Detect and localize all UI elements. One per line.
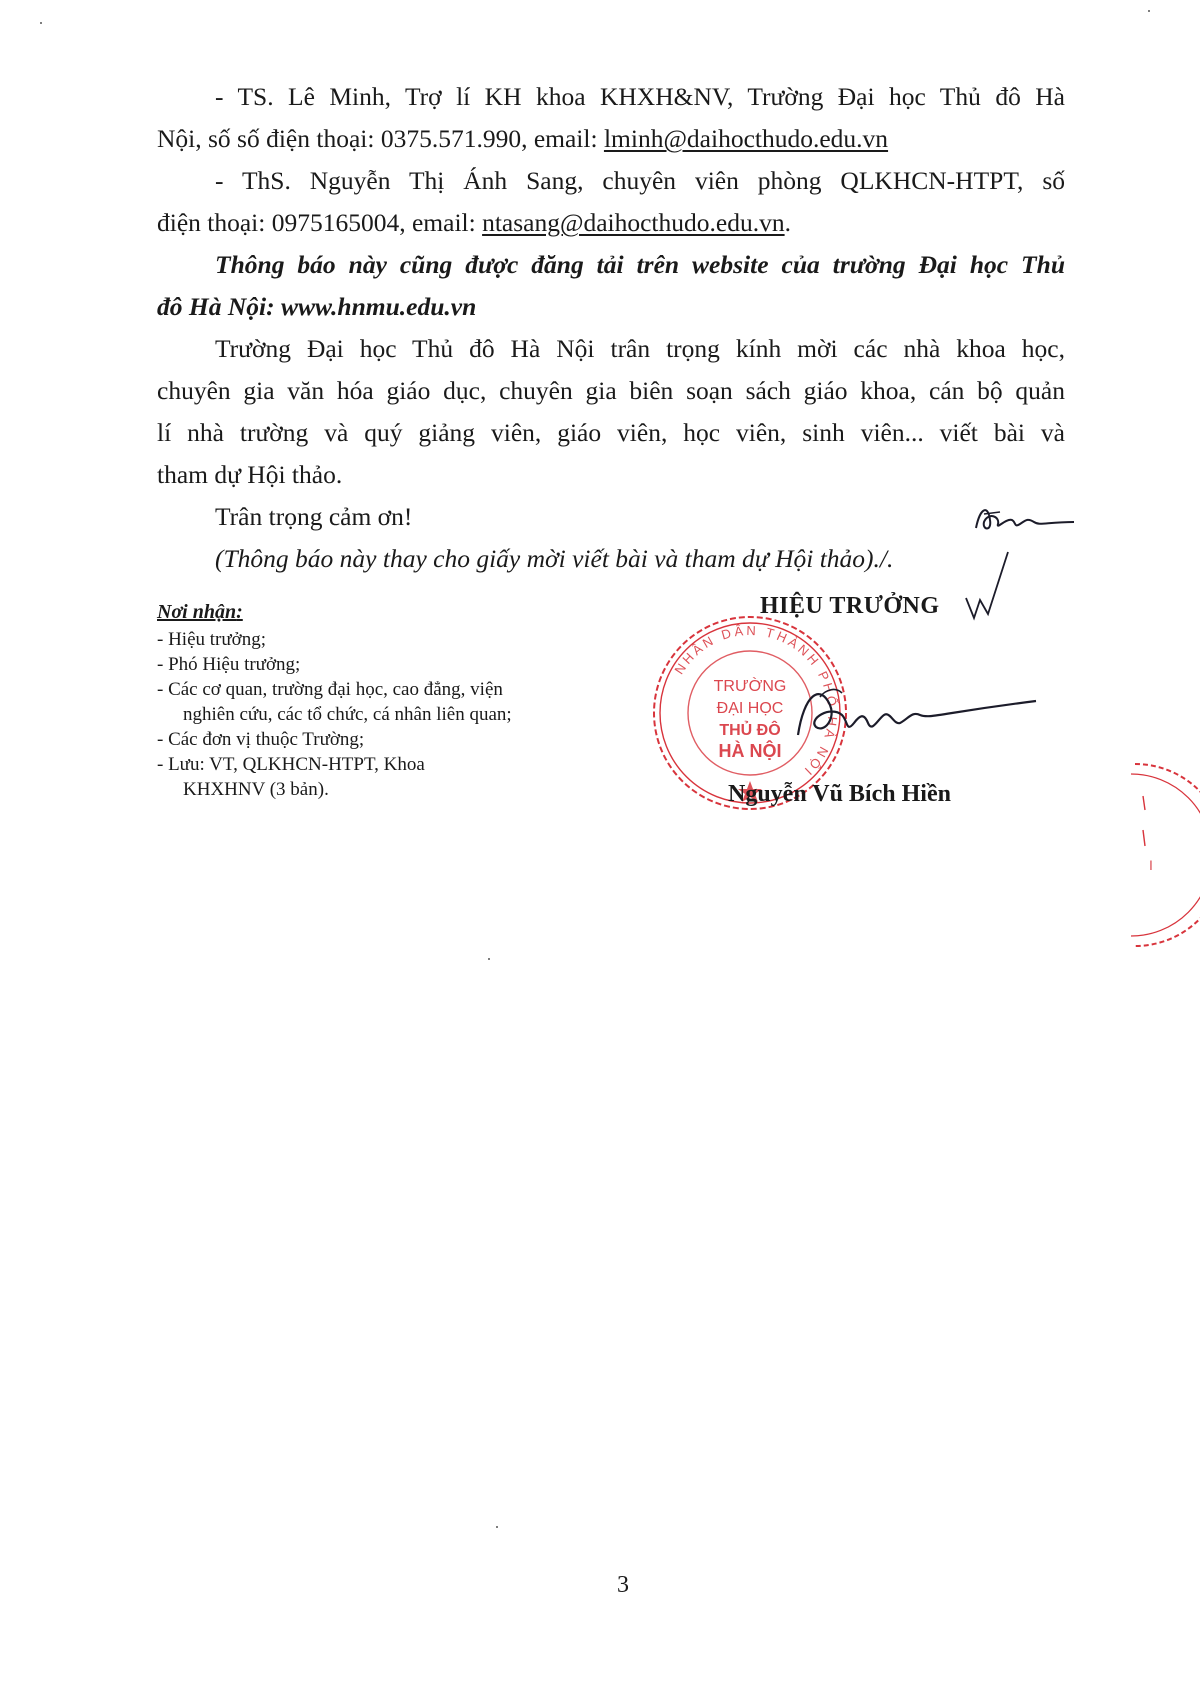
- invitation-line-4: tham dự Hội thảo.: [157, 460, 343, 489]
- signature-icon: [790, 675, 1040, 765]
- partial-seal-icon: [1105, 760, 1200, 950]
- closing-thanks: Trân trọng cảm ơn!: [215, 502, 413, 531]
- scan-speck: [496, 1526, 498, 1528]
- page-number: 3: [617, 1572, 629, 1598]
- recipient-item-continuation: nghiên cứu, các tổ chức, cá nhân liên quan;: [183, 704, 512, 725]
- scan-speck: [40, 22, 42, 24]
- contact-2-line-1: - ThS. Nguyễn Thị Ánh Sang, chuyên viên phòng QLKHCN-HTPT, số: [215, 166, 1065, 195]
- contact-2-email-link[interactable]: ntasang@daihocthudo.edu.vn: [482, 208, 785, 237]
- seal-ring-text: NHÂN DÂN THÀNH PHỐ HÀ NỘI: [671, 622, 841, 781]
- approval-tick-icon: [960, 548, 1020, 628]
- contact-2-line-2: [157, 202, 1065, 244]
- invitation-line-2: chuyên gia văn hóa giáo dục, chuyên gia biên soạn sách giáo khoa, cán bộ quản: [157, 376, 1065, 405]
- signer-name: Nguyễn Vũ Bích Hiền: [728, 781, 951, 807]
- seal-line-1: TRƯỜNG: [713, 678, 787, 695]
- recipients-heading-text: Nơi nhận: [157, 601, 237, 623]
- recipients-heading-colon: :: [236, 601, 243, 623]
- website-notice-line-2: đô Hà Nội: www.hnmu.edu.vn: [157, 292, 477, 321]
- recipient-item: - Lưu: VT, QLKHCN-HTPT, Khoa: [157, 754, 425, 775]
- scan-speck: [1148, 10, 1150, 12]
- contact-1-email-link[interactable]: lminh@daihocthudo.edu.vn: [603, 124, 889, 153]
- recipients-heading: [157, 600, 617, 625]
- website-notice-line-1: Thông báo này cũng được đăng tải trên website của trường Đại học Thủ: [215, 250, 1065, 279]
- invitation-line-3: lí nhà trường và quý giảng viên, giáo viên, học viên, sinh viên... viết bài và: [157, 418, 1065, 447]
- scan-speck: [488, 958, 490, 960]
- seal-line-3: THỦ ĐÔ: [719, 722, 781, 739]
- recipient-item: - Các đơn vị thuộc Trường;: [157, 729, 365, 750]
- contact-2-phone-text: điện thoại: 0975165004, email:: [157, 208, 483, 237]
- seal-line-4: HÀ NỘI: [718, 741, 782, 761]
- contact-1-line-1: - TS. Lê Minh, Trợ lí KH khoa KHXH&NV, Trường Đại học Thủ đô Hà: [215, 82, 1065, 111]
- initial-mark-icon: [970, 498, 1080, 538]
- recipient-item-continuation: KHXHNV (3 bản).: [183, 779, 329, 800]
- recipients-block: [157, 600, 617, 802]
- invitation-line-1: Trường Đại học Thủ đô Hà Nội trân trọng kính mời các nhà khoa học,: [215, 334, 1065, 363]
- contact-1-line-2: [157, 118, 1065, 160]
- recipient-item: - Các cơ quan, trường đại học, cao đẳng, viện: [157, 679, 503, 700]
- contact-2-end-punct: .: [784, 208, 791, 237]
- document-body: [157, 76, 1065, 580]
- contact-1-phone-text: Nội, số số điện thoại: 0375.571.990, email:: [157, 124, 604, 153]
- recipient-item: - Hiệu trưởng;: [157, 629, 266, 650]
- seal-line-2: ĐẠI HỌC: [716, 700, 784, 717]
- svg-text:I: I: [1149, 857, 1153, 873]
- recipient-item: - Phó Hiệu trưởng;: [157, 654, 301, 675]
- closing-note: (Thông báo này thay cho giấy mời viết bài và tham dự Hội thảo)./.: [215, 544, 894, 573]
- signer-title: HIỆU TRƯỞNG: [760, 593, 940, 619]
